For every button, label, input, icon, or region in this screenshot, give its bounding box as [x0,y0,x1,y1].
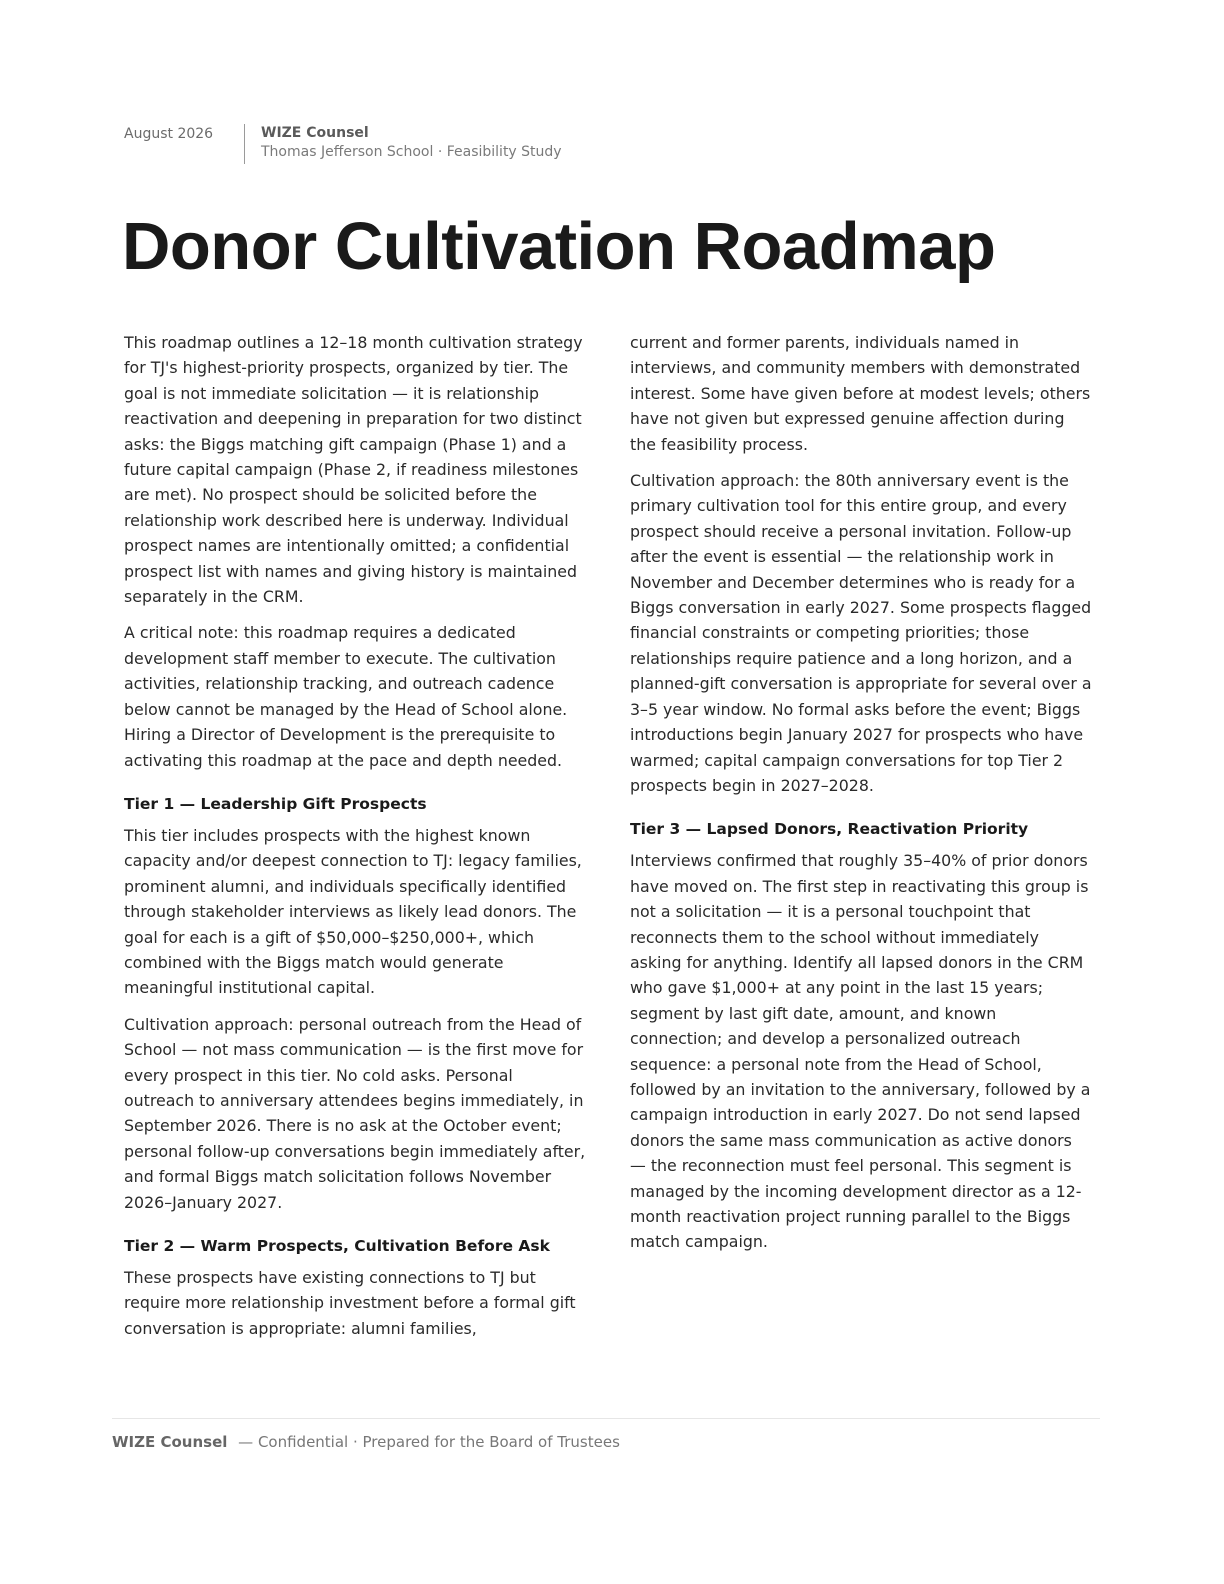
footer-text: — Confidential · Prepared for the Board of Trustees [238,1433,620,1451]
tier1-paragraph-1: This tier includes prospects with the highest known capacity and/or deepest connection to TJ: legacy families, prominent alumni, and individuals specifically identified through stakeholder interviews as likely lead donors. The goal for each is a gift of $50,000–$250,000+, which combined with the Biggs match would generate meaningful institutional capital. [124,825,582,998]
header-subtitle: Thomas Jefferson School · Feasibility Study [261,144,562,160]
tier3-paragraph-1: Interviews confirmed that roughly 35–40% of prior donors have moved on. The first step in reactivating this group is not a solicitation — it is a personal touchpoint that reconnects them to the school without immediately asking for anything. Identify all lapsed donors in the CRM who gave $1,000+ at any point in the last 15 years; segment by last gift date, amount, and known connection; and develop a personalized outreach sequence: a personal note from the Head of School, followed by an invitation to the anniversary, followed by a campaign introduction in early 2027. Do not send lapsed donors the same mass communication as active donors — the reconnection must feel personal. This segment is managed by the incoming development director as a 12-month reactivation project running parallel to the Biggs match campaign. [630,851,1091,1252]
page-title: Donor Cultivation Roadmap [122,209,996,284]
page-footer [112,1433,620,1451]
intro-paragraph-1: This roadmap outlines a 12–18 month cultivation strategy for TJ's highest-priority prospects, organized by tier. The goal is not immediate solicitation — it is relationship reactivation and deepening in preparation for two distinct asks: the Biggs matching gift campaign (Phase 1) and a future capital campaign (Phase 2, if readiness milestones are met). No prospect should be solicited before the relationship work described here is underway. Individual prospect names are intentionally omitted; a confidential prospect list with names and giving history is maintained separately in the CRM. [124,333,583,607]
tier2-paragraph-1-end: current and former parents, individuals named in interviews, and community members with demonstrated interest. Some have given before at modest levels; others have not given but expressed genuine affection during the feasibility process. [630,333,1091,454]
tier2-paragraph-1-start: These prospects have existing connections to TJ but require more relationship investment before a formal gift conversation is appropriate: alumni families, [124,1268,576,1338]
tier1-paragraph-2: Cultivation approach: personal outreach from the Head of School — not mass communication — is the first move for every prospect in this tier. No cold asks. Personal outreach to anniversary attendees begins immediately, in September 2026. There is no ask at the October event; personal follow-up conversations begin immediately after, and formal Biggs match solicitation follows November 2026–January 2027. [124,1014,586,1212]
header-brand: WIZE Counsel [261,125,369,141]
left-column [124,330,586,1352]
header-date: August 2026 [124,126,214,142]
tier2-paragraph-2: Cultivation approach: the 80th anniversary event is the primary cultivation tool for this entire group, and every prospect should receive a personal invitation. Follow-up after the event is essential — the relationship work in November and December determines who is ready for a Biggs conversation in early 2027. Some prospects flagged financial constraints or competing priorities; those relationships require patience and a long horizon, and a planned-gift conversation is appropriate for several over a 3–5 year window. No formal asks before the event; Biggs introductions begin January 2027 for prospects who have warmed; capital campaign conversations for top Tier 2 prospects begin in 2027–2028. [630,471,1092,795]
intro-paragraph-2: A critical note: this roadmap requires a dedicated development staff member to execute. The cultivation activities, relationship tracking, and outreach cadence below cannot be managed by the Head of School alone. Hiring a Director of Development is the prerequisite to activating this roadmap at the pace and depth needed. [124,623,568,770]
footer-brand: WIZE Counsel [112,1433,228,1451]
document-header [124,124,562,164]
header-divider [244,124,245,164]
tier1-heading: Tier 1 — Leadership Gift Prospects [124,794,427,813]
tier3-heading: Tier 3 — Lapsed Donors, Reactivation Priority [630,820,1029,839]
footer-divider [112,1418,1100,1419]
tier2-heading: Tier 2 — Warm Prospects, Cultivation Before Ask [124,1237,550,1255]
right-column [630,330,1092,1266]
header-brand-block [261,124,562,162]
